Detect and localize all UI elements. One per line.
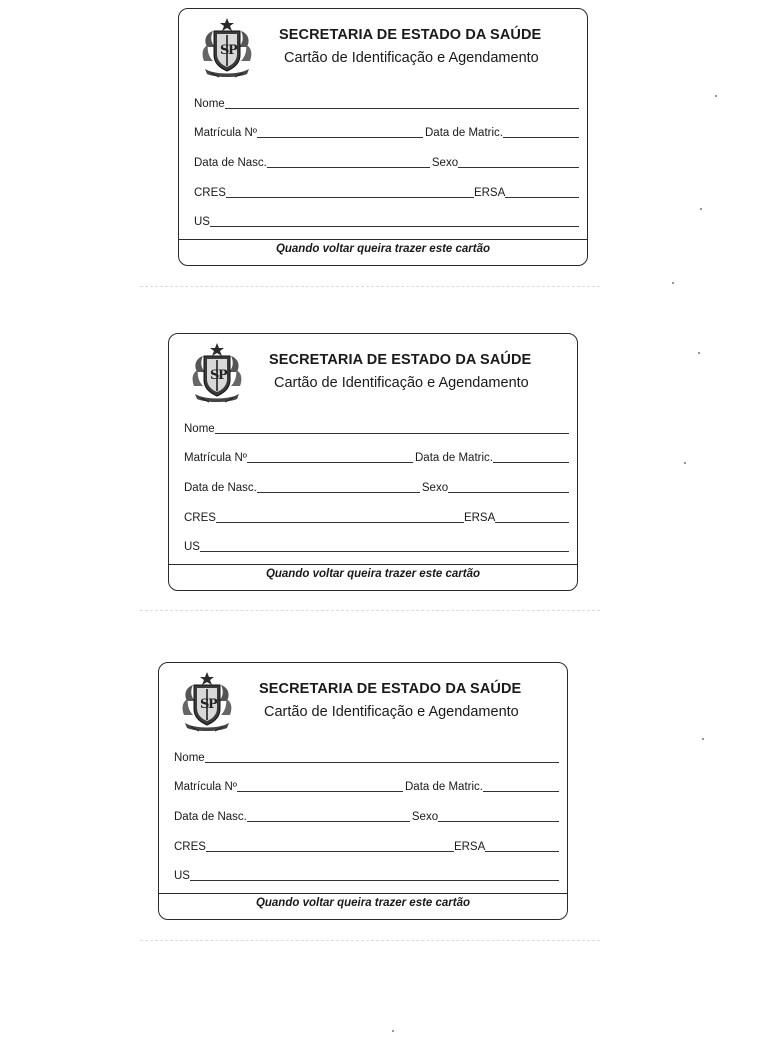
data-nasc-field[interactable] <box>247 821 410 822</box>
data-nasc-row <box>194 154 579 170</box>
data-matric-label: Data de Matric. <box>415 452 493 464</box>
cres-label: CRES <box>174 841 206 853</box>
sexo-field[interactable] <box>458 167 579 168</box>
card-title: SECRETARIA DE ESTADO DA SAÚDE <box>269 352 532 368</box>
nome-field[interactable] <box>225 108 579 109</box>
matricula-field[interactable] <box>247 462 413 463</box>
cres-field[interactable] <box>216 522 464 523</box>
card-subtitle: Cartão de Identificação e Agendamento <box>284 50 539 66</box>
ersa-field[interactable] <box>485 851 559 852</box>
us-row <box>184 538 569 554</box>
nome-row <box>184 420 569 436</box>
nome-label: Nome <box>194 98 225 110</box>
nome-row <box>174 749 559 765</box>
nome-row <box>194 95 579 111</box>
data-matric-label: Data de Matric. <box>405 781 483 793</box>
nome-label: Nome <box>184 423 215 435</box>
nome-label: Nome <box>174 752 205 764</box>
scan-speck <box>684 462 686 464</box>
sexo-label: Sexo <box>411 811 439 823</box>
us-row <box>194 213 579 229</box>
cut-line <box>140 610 600 611</box>
nome-field[interactable] <box>215 433 569 434</box>
data-nasc-label: Data de Nasc. <box>174 811 247 823</box>
card-footer: Quando voltar queira trazer este cartão <box>275 243 491 255</box>
matricula-field[interactable] <box>237 791 403 792</box>
cut-line <box>140 286 600 287</box>
card-subtitle: Cartão de Identificação e Agendamento <box>274 375 529 391</box>
sexo-label: Sexo <box>431 157 459 169</box>
ersa-field[interactable] <box>495 522 569 523</box>
cres-label: CRES <box>194 187 226 199</box>
nome-field[interactable] <box>205 762 559 763</box>
data-nasc-field[interactable] <box>267 167 430 168</box>
data-matric-field[interactable] <box>503 137 579 138</box>
matricula-row <box>174 778 559 794</box>
cres-row <box>194 184 579 200</box>
us-label: US <box>194 216 210 228</box>
scan-speck <box>698 352 700 354</box>
scan-speck <box>672 282 674 284</box>
cres-row <box>184 509 569 525</box>
cres-label: CRES <box>184 512 216 524</box>
us-label: US <box>184 541 200 553</box>
data-nasc-row <box>174 808 559 824</box>
data-nasc-label: Data de Nasc. <box>194 157 267 169</box>
ersa-label: ERSA <box>453 841 486 853</box>
cut-line <box>140 940 600 941</box>
coat-of-arms-icon <box>199 17 255 79</box>
ersa-field[interactable] <box>505 197 579 198</box>
card-footer: Quando voltar queira trazer este cartão <box>265 568 481 580</box>
matricula-label: Matrícula Nº <box>184 452 247 464</box>
scan-speck <box>700 208 702 210</box>
data-matric-label: Data de Matric. <box>425 127 503 139</box>
us-field[interactable] <box>190 880 559 881</box>
coat-of-arms-icon <box>179 671 235 733</box>
data-nasc-label: Data de Nasc. <box>184 482 257 494</box>
cres-row <box>174 838 559 854</box>
ersa-label: ERSA <box>463 512 496 524</box>
cres-field[interactable] <box>206 851 454 852</box>
matricula-row <box>194 124 579 140</box>
matricula-row <box>184 449 569 465</box>
card-subtitle: Cartão de Identificação e Agendamento <box>264 704 519 720</box>
identification-card-1 <box>178 8 588 266</box>
identification-card-3 <box>158 662 568 920</box>
us-label: US <box>174 870 190 882</box>
identification-card-2 <box>168 333 578 591</box>
sexo-field[interactable] <box>438 821 559 822</box>
scan-speck <box>702 738 704 740</box>
coat-of-arms-icon <box>189 342 245 404</box>
us-field[interactable] <box>210 226 579 227</box>
sexo-field[interactable] <box>448 492 569 493</box>
scan-speck <box>715 95 717 97</box>
us-row <box>174 867 559 883</box>
card-footer: Quando voltar queira trazer este cartão <box>255 897 471 909</box>
cres-field[interactable] <box>226 197 474 198</box>
footer-divider <box>159 893 567 894</box>
sexo-label: Sexo <box>421 482 449 494</box>
footer-divider <box>179 239 587 240</box>
scan-speck <box>392 1030 394 1032</box>
matricula-field[interactable] <box>257 137 423 138</box>
data-nasc-row <box>184 479 569 495</box>
us-field[interactable] <box>200 551 569 552</box>
card-title: SECRETARIA DE ESTADO DA SAÚDE <box>279 27 542 43</box>
matricula-label: Matrícula Nº <box>174 781 237 793</box>
card-title: SECRETARIA DE ESTADO DA SAÚDE <box>259 681 522 697</box>
data-nasc-field[interactable] <box>257 492 420 493</box>
footer-divider <box>169 564 577 565</box>
matricula-label: Matrícula Nº <box>194 127 257 139</box>
data-matric-field[interactable] <box>483 791 559 792</box>
ersa-label: ERSA <box>473 187 506 199</box>
data-matric-field[interactable] <box>493 462 569 463</box>
